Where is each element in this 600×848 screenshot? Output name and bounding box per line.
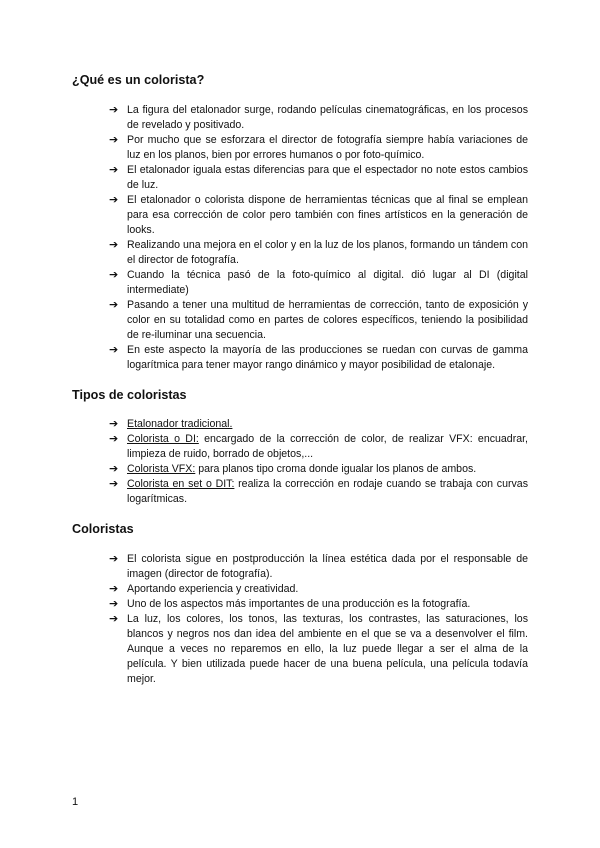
list-item: ➔ Por mucho que se esforzara el director de fotografía siempre había variaciones de luz en los planos, bien por errores humanos o por foto-químico. xyxy=(109,134,528,161)
term-etalonador-tradicional: Etalonador tradicional. xyxy=(127,418,233,430)
list-item: ➔ Colorista o DI: encargado de la corrección de color, de realizar VFX: encuadrar, limpieza de ruido, borrado de objetos,... xyxy=(109,433,528,460)
list-item: ➔ En este aspecto la mayoría de las producciones se ruedan con curvas de gamma logarítmica para tener mayor rango dinámico y mayor posibilidad de etalonaje. xyxy=(109,344,528,371)
list-item: ➔ Aportando experiencia y creatividad. xyxy=(109,583,299,595)
list-item: ➔ Colorista en set o DIT: realiza la corrección en rodaje cuando se trabaja con curvas logarítmicas. xyxy=(109,478,528,505)
arrow-bullet-icon: ➔ xyxy=(109,344,119,356)
arrow-bullet-icon: ➔ xyxy=(109,583,119,595)
term-colorista-vfx: Colorista VFX: xyxy=(127,463,196,475)
list-item xyxy=(109,417,528,432)
list-item: ➔ Cuando la técnica pasó de la foto-químico al digital. dió lugar al DI (digital intermediate) xyxy=(109,269,528,296)
bullet-list-tipos xyxy=(72,417,528,507)
arrow-bullet-icon: ➔ xyxy=(109,463,119,475)
arrow-bullet-icon: ➔ xyxy=(109,164,119,176)
arrow-bullet-icon: ➔ xyxy=(109,433,119,445)
list-item: ➔ Realizando una mejora en el color y en la luz de los planos, formando un tándem con el director de fotografía. xyxy=(109,239,528,266)
arrow-bullet-icon: ➔ xyxy=(109,553,119,565)
arrow-bullet-icon: ➔ xyxy=(109,104,119,116)
arrow-bullet-icon: ➔ xyxy=(109,299,119,311)
arrow-bullet-icon: ➔ xyxy=(109,478,119,490)
list-item: ➔ La luz, los colores, los tonos, las texturas, los contrastes, las saturaciones, los blancos y negros nos dan idea del ambiente en el que se va a desenvolver el film. Aunque a veces no reparemos en ello, la luz puede llegar a ser el alma de la película. Y bien utilizada puede hacer de una buena película, una película todavía mejor. xyxy=(109,613,528,685)
list-item: ➔ Uno de los aspectos más importantes de una producción es la fotografía. xyxy=(109,598,471,610)
list-item: ➔ El etalonador iguala estas diferencias para que el espectador no note estos cambios de luz. xyxy=(109,164,528,191)
arrow-bullet-icon: ➔ xyxy=(109,194,119,206)
section-title-coloristas: Coloristas xyxy=(72,522,134,536)
list-item: ➔ Pasando a tener una multitud de herramientas de corrección, tanto de exposición y color en su totalidad como en partes de colores específicos, teniendo la posibilidad de re-iluminar una secuencia. xyxy=(109,299,528,341)
list-item: ➔ El etalonador o colorista dispone de herramientas técnicas que al final se emplean para esa corrección de color pero también con fines artísticos en la generación de looks. xyxy=(109,194,528,236)
bullet-list-coloristas xyxy=(72,552,528,687)
list-item: ➔ La figura del etalonador surge, rodando películas cinematográficas, en los procesos de revelado y positivado. xyxy=(109,104,528,131)
list-item: ➔ Colorista VFX: para planos tipo croma donde igualar los planos de ambos. xyxy=(109,463,477,475)
arrow-bullet-icon: ➔ xyxy=(109,239,119,251)
page-number: 1 xyxy=(72,796,79,808)
list-item: ➔ El colorista sigue en postproducción la línea estética dada por el responsable de imagen (director de fotografía). xyxy=(109,553,528,580)
term-colorista-en-set-dit: Colorista en set o DIT: xyxy=(127,478,235,490)
section-title-que-es-un-colorista: ¿Qué es un colorista? xyxy=(72,73,205,87)
term-colorista-di: Colorista o DI: xyxy=(127,433,199,445)
arrow-bullet-icon: ➔ xyxy=(109,613,119,625)
arrow-bullet-icon: ➔ xyxy=(109,269,119,281)
section-title-tipos-de-coloristas: Tipos de coloristas xyxy=(72,388,187,402)
bullet-list-que-es xyxy=(72,103,528,373)
arrow-bullet-icon: ➔ xyxy=(109,418,119,430)
arrow-bullet-icon: ➔ xyxy=(109,598,119,610)
arrow-bullet-icon: ➔ xyxy=(109,134,119,146)
